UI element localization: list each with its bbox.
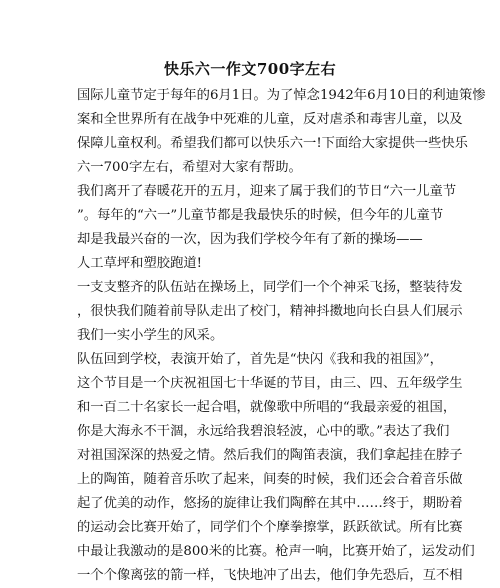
paragraph-line: 中最让我激动的是800米的比赛。枪声一响，比赛开始了，运发动们 xyxy=(77,544,475,559)
paragraph-line: 保障儿童权利。希望我们都可以快乐六一!下面给大家提供一些快乐 xyxy=(77,136,468,151)
paragraph-line: 人工草坪和塑胶跑道! xyxy=(77,256,203,271)
paragraph-line: ”。每年的“六一”儿童节都是我最快乐的时候，但今年的儿童节 xyxy=(77,208,444,223)
paragraph-line: 六一700字左右，希望对大家有帮助。 xyxy=(77,160,302,175)
paragraph-line: 对祖国深深的热爱之情。然后我们的陶笛表演，我们拿起挂在脖子 xyxy=(77,448,463,463)
paragraph-line: 这个节目是一个庆祝祖国七十华诞的节目，由三、四、五年级学生 xyxy=(77,376,463,391)
paragraph-line: ，很快我们随着前导队走出了校门，精神抖擞地向长白县人们展示 xyxy=(77,304,463,319)
paragraph-line: 你是大海永不干涸，永远给我碧浪轻波，心中的歌。”表达了我们 xyxy=(77,424,450,439)
paragraph-line: 我们一实小学生的风采。 xyxy=(77,328,224,343)
paragraph-line: 我们离开了春暖花开的五月，迎来了属于我们的节日“六一儿童节 xyxy=(77,184,457,199)
paragraph-line: 一支支整齐的队伍站在操场上，同学们一个个神采飞扬，整装待发 xyxy=(77,280,463,295)
paragraph-line: 国际儿童节定于每年的6月1日。为了悼念1942年6月10日的利迪策惨 xyxy=(77,88,486,103)
paragraph-line: 却是我最兴奋的一次，因为我们学校今年有了新的操场—— xyxy=(77,232,423,247)
document-title: 快乐六一作文700字左右 xyxy=(163,60,337,78)
paragraph-line: 队伍回到学校，表演开始了，首先是“快闪《我和我的祖国》”， xyxy=(77,352,443,367)
paragraph-line: 上的陶笛，随着音乐吹了起来，间奏的时候，我们还会合着音乐做 xyxy=(77,472,463,487)
paragraph-line: 案和全世界所有在战争中死难的儿童，反对虐杀和毒害儿童，以及 xyxy=(77,112,463,127)
paragraph-line: 和一百二十名家长一起合唱，就像歌中所唱的“我最亲爱的祖国， xyxy=(77,400,457,415)
paragraph-line: 的运动会比赛开始了，同学们个个摩拳擦掌，跃跃欲试。所有比赛 xyxy=(77,520,463,535)
paragraph-line: 一个个像离弦的箭一样，飞快地冲了出去，他们争先恐后，互不相 xyxy=(77,568,463,583)
paragraph-line: 起了优美的动作，悠扬的旋律让我们陶醉在其中……终于，期盼着 xyxy=(77,496,463,511)
